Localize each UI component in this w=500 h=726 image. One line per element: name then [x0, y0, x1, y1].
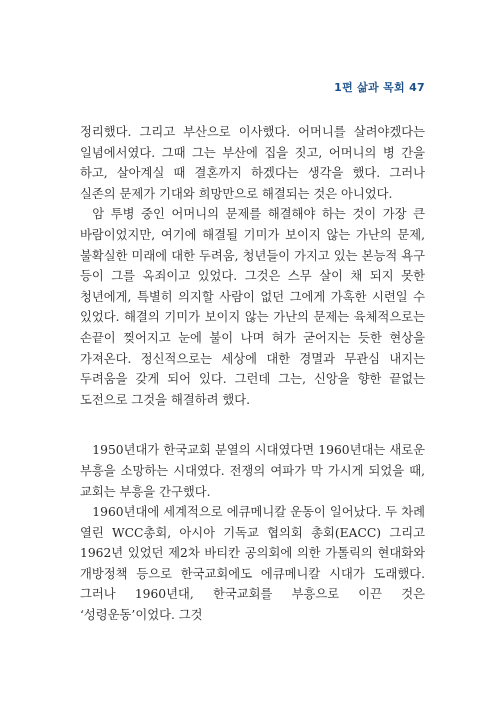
- section-break: [80, 410, 425, 440]
- paragraph: 정리했다. 그리고 부산으로 이사했다. 어머니를 살려야겠다는 일념에서였다. 그때 그는 부산에 집을 짓고, 어머니의 병 간을 하고, 살아계실 때 결혼까지 하겠다는 생각을 했다. 그러나 실존의 문제가 기대와 희망만으로 해결되는 것은 아니었다.: [80, 125, 425, 201]
- body-text: [80, 122, 425, 626]
- running-header: 1편 삶과 목회 47: [334, 81, 425, 94]
- paragraph: 1950년대가 한국교회 분열의 시대였다면 1960년대는 새로운 부흥을 소망하는 시대였다. 전쟁의 여파가 막 가시게 되었을 때, 교회는 부흥을 간구했다.: [80, 443, 425, 499]
- paragraph: 암 투병 중인 어머니의 문제를 해결해야 하는 것이 가장 큰 바람이었지만, 여기에 해결될 기미가 보이지 않는 가난의 문제, 불확실한 미래에 대한 두려움, 청년들이 가지고 있는 본능적 욕구 등이 그를 옥죄이고 있었다. 그것은 스무 살이 채 되지 못한 청년에게, 특별히 의지할 사람이 없던 그에게 가혹한 시련일 수 있었다. 해결의 기미가 보이지 않는 가난의 문제는 육체적으로는 손끝이 찢어지고 눈에 불이 나며 혀가 굳어지는 듯한 현상을 가져온다. 정신적으로는 세상에 대한 경멸과 무관심 내지는 두려움을 갖게 되어 있다. 그런데 그는, 신앙을 향한 끝없는 도전으로 그것을 해결하려 했다.: [80, 207, 425, 407]
- paragraph: 1960년대에 세계적으로 에큐메니칼 운동이 일어났다. 두 차례 열린 WCC총회, 아시아 기독교 협의회 총회(EACC) 그리고 1962년 있었던 제2차 바티칸 공의회에 의한 가톨릭의 현대화와 개방정책 등으로 한국교회에도 에큐메니칼 시대가 도래했다. 그러나 1960년대, 한국교회를 부흥으로 이끈 것은 ‘성령운동’이었다. 그것: [80, 505, 425, 623]
